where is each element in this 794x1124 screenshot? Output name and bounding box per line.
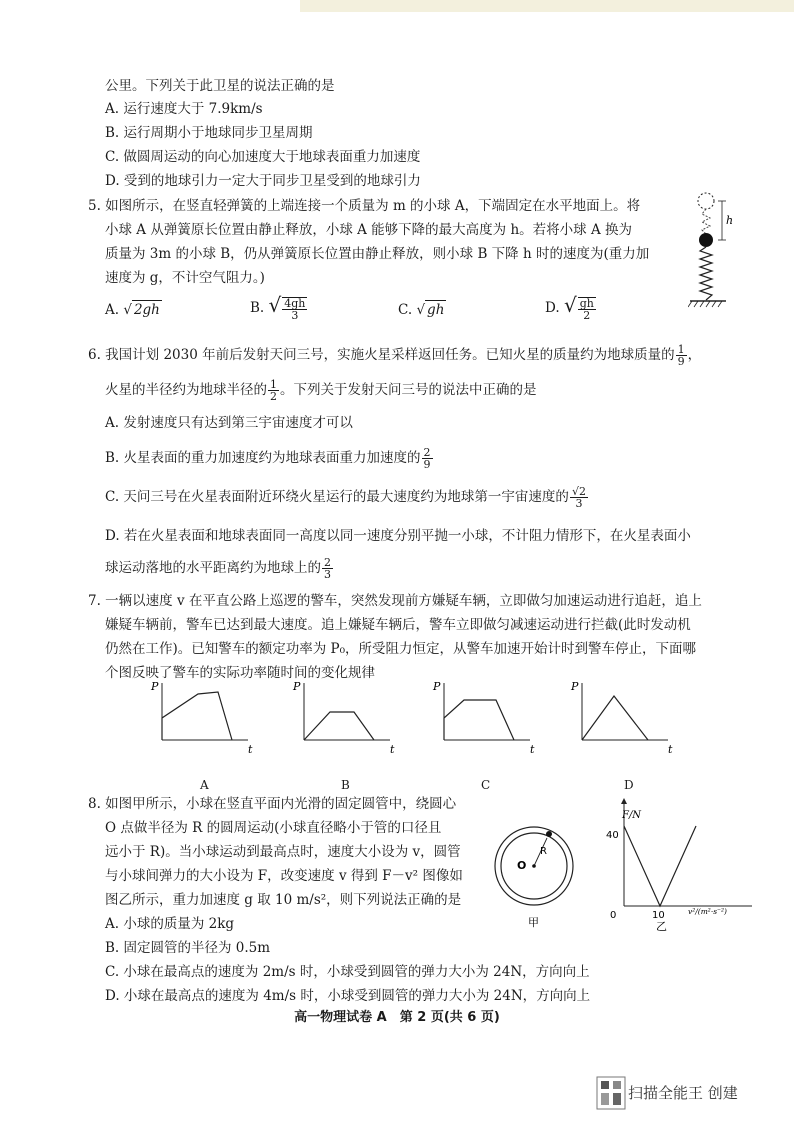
q7-graph-c xyxy=(430,678,540,758)
svg-text:P: P xyxy=(293,680,301,693)
q6-option-d-line-2: 球运动落地的水平距离约为地球上的 $\frac{2}{3}$ xyxy=(105,556,331,581)
q7-graph-b xyxy=(290,678,400,758)
q6-option-c: C. 天问三号在火星表面附近环绕火星运行的最大速度约为地球第一宇宙速度的 $\frac{√2}{3}$ xyxy=(105,485,586,510)
q6-line-2: 火星的半径约为地球半径的 $\frac{1}{2}$ 。下列关于发射天问三号的说法中正确的是 xyxy=(105,378,537,403)
q8-figure-jia xyxy=(490,822,590,932)
q7-graph-c-label: C xyxy=(481,778,491,792)
x-tick-0: 0 xyxy=(610,910,617,921)
q8-option-b: B. 固定圆管的半径为 0.5m xyxy=(105,940,271,956)
spring-dashed xyxy=(702,209,710,234)
page-footer: 高一物理试卷 A 第 2 页(共 6 页) xyxy=(294,1010,500,1025)
q4-option-b: B. 运行周期小于地球同步卫星周期 xyxy=(105,125,313,141)
q5-option-b: B. √ $\frac{4gh}{3}$ xyxy=(250,293,306,322)
q7-line-3: 仍然在工作)。已知警车的额定功率为 P₀，所受阻力恒定，从警车加速开始计时到警车停止，下面哪 xyxy=(105,641,697,657)
q8-option-a: A. 小球的质量为 2kg xyxy=(105,916,235,932)
q5-option-c: C. √ gh xyxy=(398,302,445,318)
q7-graph-d-label: D xyxy=(624,778,634,792)
q8-figure-yi-chart xyxy=(600,796,760,934)
q4-option-a: A. 运行速度大于 7.9km/s xyxy=(105,101,263,117)
q5-line-2: 小球 A 从弹簧原长位置由静止释放，小球 A 能够下降的最大高度为 h。若将小球 A 换为 xyxy=(105,222,632,238)
q7-graph-b-label: B xyxy=(341,778,350,792)
q6-option-b: B. 火星表面的重力加速度约为地球表面重力加速度的 $\frac{2}{9}$ xyxy=(105,446,431,471)
scanner-logo-icon xyxy=(596,1076,626,1110)
center-point xyxy=(532,864,536,868)
ball-a xyxy=(699,233,713,247)
q8-option-c: C. 小球在最高点的速度为 2m/s 时，小球受到圆管的弹力大小为 24N，方向向上 xyxy=(105,964,590,980)
q4-option-d: D. 受到的地球引力一定大于同步卫星受到的地球引力 xyxy=(105,173,421,189)
height-label: h xyxy=(726,214,734,227)
figure-yi-label: 乙 xyxy=(656,920,667,933)
power-curve xyxy=(304,712,374,740)
power-curve xyxy=(162,692,232,740)
scanner-watermark-text: 扫描全能王 创建 xyxy=(628,1084,738,1102)
q6-option-d-line-1: D. 若在火星表面和地球表面同一高度以同一速度分别平抛一小球，不计阻力情形下，在火星表面小 xyxy=(105,528,691,544)
q5-line-1: 5. 如图所示，在竖直轻弹簧的上端连接一个质量为 m 的小球 A，下端固定在水平地面上。将 xyxy=(88,198,641,214)
q5-option-d: D. √ $\frac{gh}{2}$ xyxy=(545,293,594,322)
q8-line-1: 8. 如图甲所示，小球在竖直平面内光滑的固定圆管中，绕圆心 xyxy=(88,796,457,812)
q8-line-4: 与小球间弹力的大小设为 F，改变速度 v 得到 F－v² 图像如 xyxy=(105,868,463,884)
q8-line-3: 远小于 R)。当小球运动到最高点时，速度大小设为 v，圆管 xyxy=(105,844,461,860)
q8-line-2: O 点做半径为 R 的圆周运动(小球直径略小于管的口径且 xyxy=(105,820,442,836)
q8-line-5: 图乙所示，重力加速度 g 取 10 m/s²，则下列说法正确的是 xyxy=(105,892,462,908)
y-axis-label: F/N xyxy=(622,810,642,821)
figure-jia-label: 甲 xyxy=(528,916,539,929)
y-tick-40: 40 xyxy=(606,830,619,841)
q7-line-1: 7. 一辆以速度 v 在平直公路上巡逻的警车，突然发现前方嫌疑车辆，立即做匀加速运动进行追赶，追上 xyxy=(88,593,702,609)
q5-a-radicand: 2gh xyxy=(133,302,160,318)
axis-t-label: t xyxy=(248,743,253,756)
svg-text:P: P xyxy=(571,680,579,693)
q5-line-4: 速度为 g，不计空气阻力。) xyxy=(105,270,265,286)
svg-text:P: P xyxy=(433,680,441,693)
q7-line-2: 嫌疑车辆前，警车已达到最大速度。追上嫌疑车辆后，警车立即做匀减速运动进行拦截(此时发动机 xyxy=(105,617,691,633)
svg-text:t: t xyxy=(530,743,535,756)
q7-graph-a-label: A xyxy=(200,778,209,792)
q5-line-3: 质量为 3m 的小球 B，仍从弹簧原长位置由静止释放，则小球 B 下降 h 时的速度为(重力加 xyxy=(105,246,650,262)
q5-option-a: A. √ 2gh xyxy=(105,302,160,318)
ball xyxy=(546,831,552,837)
ball-original-position xyxy=(698,193,714,209)
radius-label: R xyxy=(540,846,547,857)
scan-edge-band xyxy=(300,0,794,12)
q8-option-d: D. 小球在最高点的速度为 4m/s 时，小球受到圆管的弹力大小为 24N，方向向上 xyxy=(105,988,591,1004)
q4-stem: 公里。下列关于此卫星的说法正确的是 xyxy=(105,78,335,94)
x-tick-10: 10 xyxy=(652,910,665,921)
q7-graph-a xyxy=(148,678,258,758)
x-axis-label: v²/(m²·s⁻²) xyxy=(688,907,727,916)
series-line xyxy=(624,826,696,906)
q6-option-a: A. 发射速度只有达到第三宇宙速度才可以 xyxy=(105,415,353,431)
axis-p-label: P xyxy=(151,680,159,693)
spring-figure xyxy=(688,190,744,320)
q7-graph-d xyxy=(568,678,678,758)
svg-text:t: t xyxy=(668,743,673,756)
q4-option-c: C. 做圆周运动的向心加速度大于地球表面重力加速度 xyxy=(105,149,421,165)
q7-line-4: 个图反映了警车的实际功率随时间的变化规律 xyxy=(105,665,375,681)
center-label: O xyxy=(517,859,527,872)
spring xyxy=(700,247,712,300)
power-curve xyxy=(444,700,514,740)
power-curve xyxy=(582,696,648,740)
ground-hatching xyxy=(688,301,722,307)
q6-line-1: 6. 我国计划 2030 年前后发射天问三号，实施火星采样返回任务。已知火星的质量约为地球质量的 $\frac{1}{9}$ ， xyxy=(88,343,702,368)
svg-text:t: t xyxy=(390,743,395,756)
y-axis-arrow xyxy=(621,798,627,804)
